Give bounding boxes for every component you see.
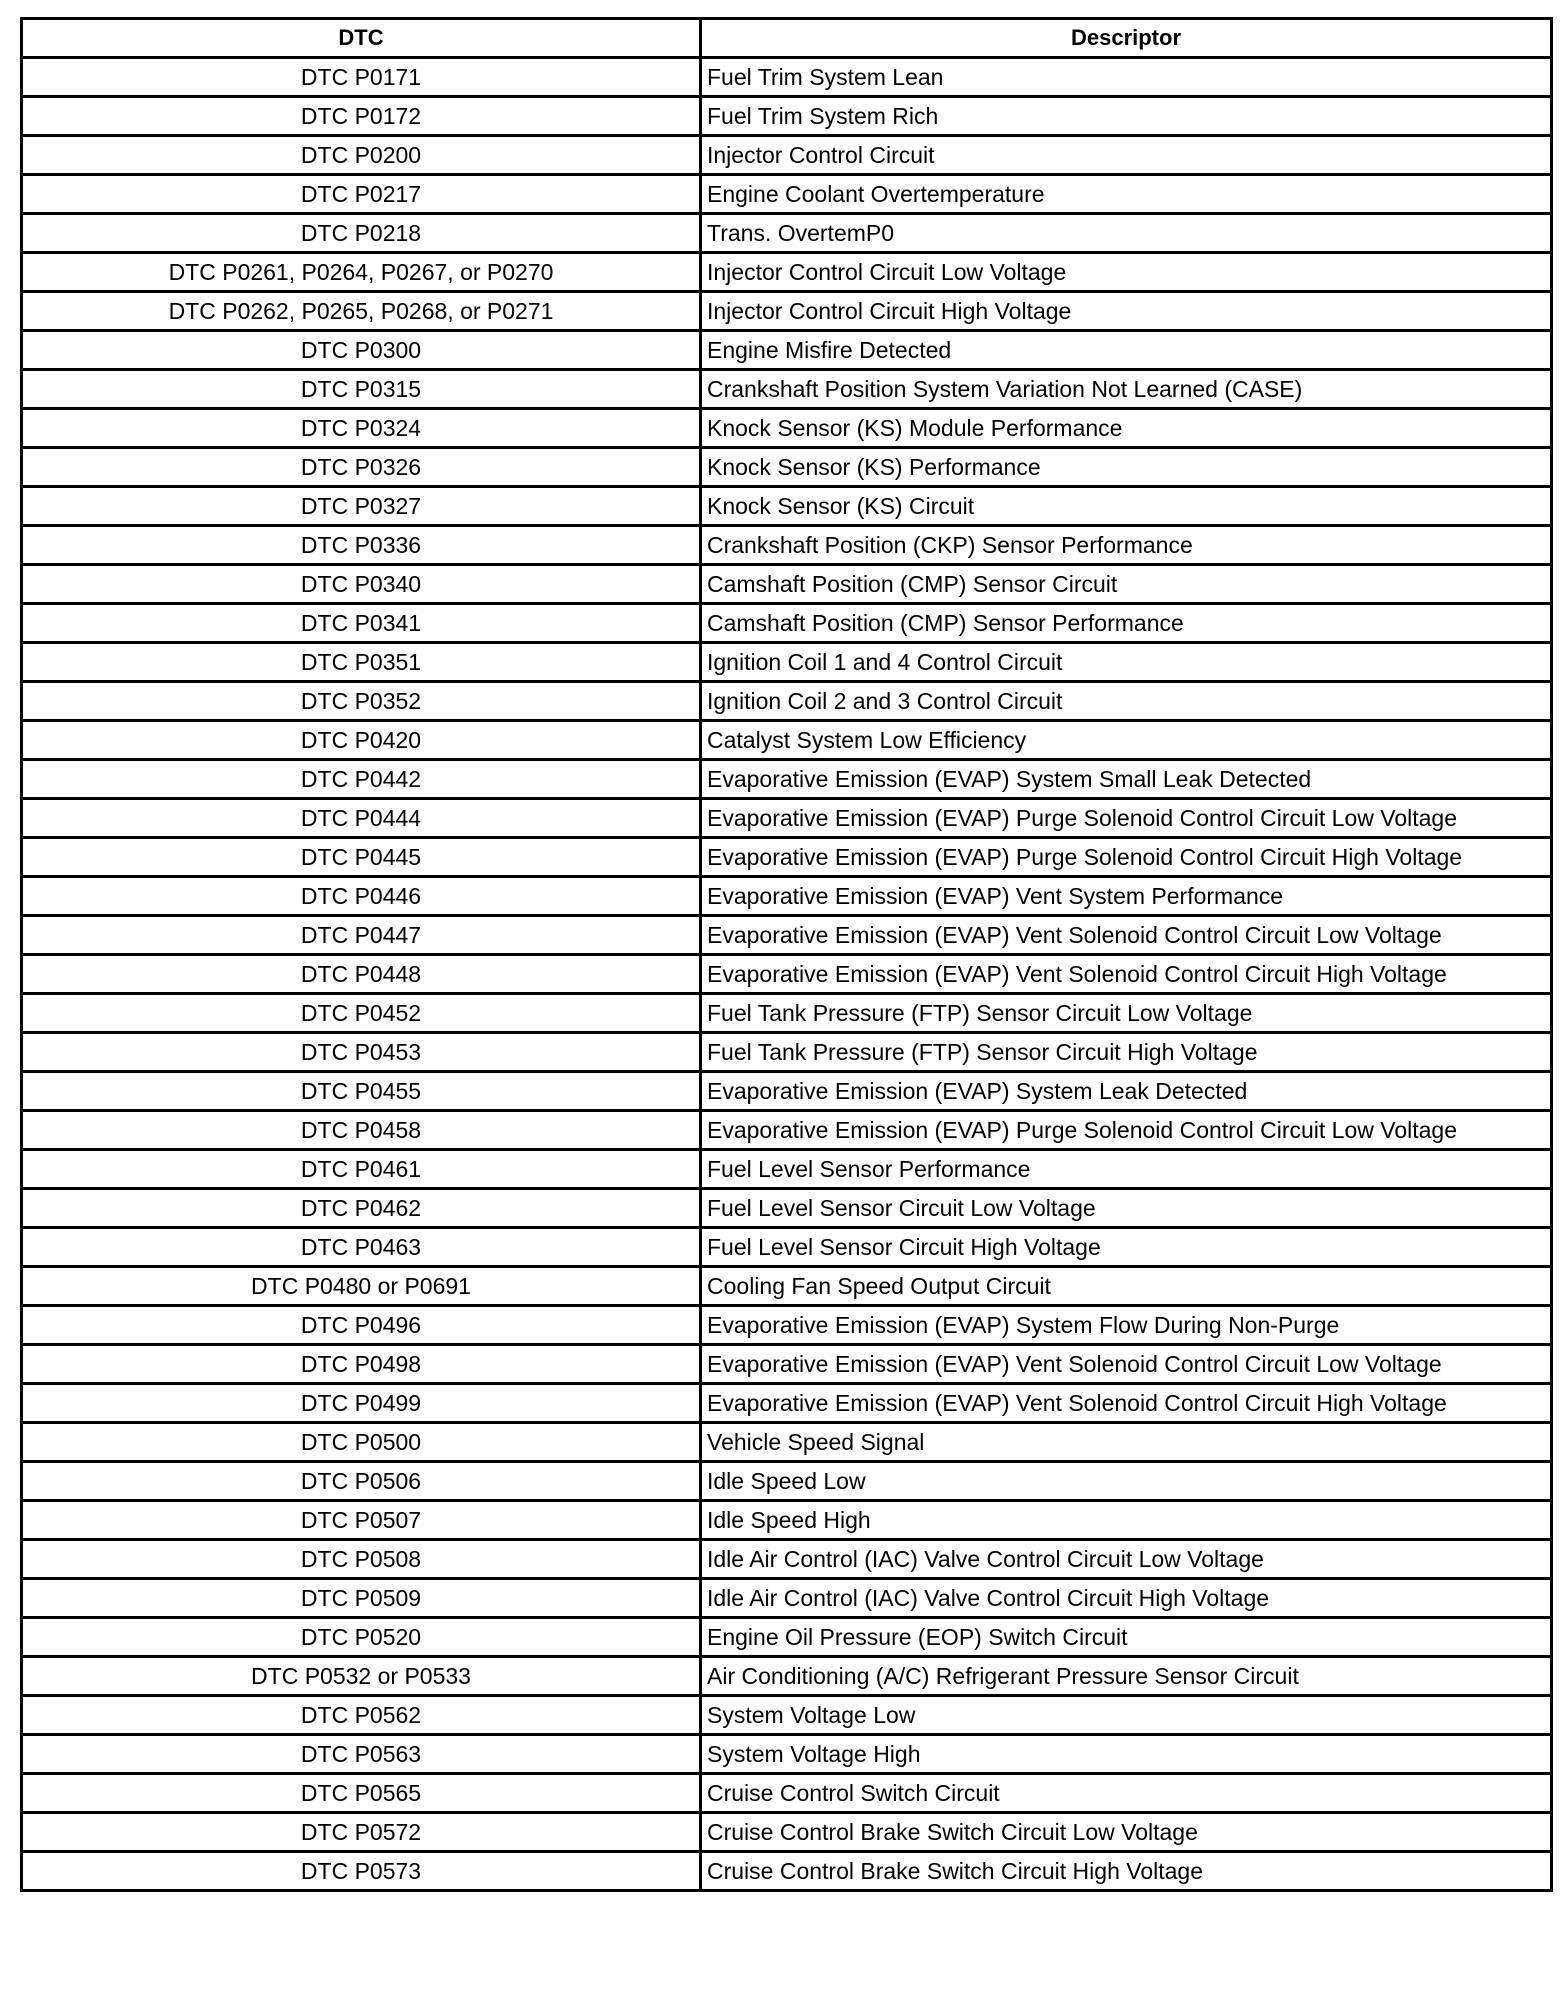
dtc-code-cell: DTC P0520 — [22, 1618, 701, 1657]
dtc-code-cell: DTC P0573 — [22, 1852, 701, 1891]
dtc-code-cell: DTC P0352 — [22, 682, 701, 721]
table-row — [22, 1735, 1552, 1774]
dtc-code-cell: DTC P0445 — [22, 838, 701, 877]
descriptor-cell: Evaporative Emission (EVAP) System Leak Detected — [701, 1072, 1552, 1111]
dtc-code-cell: DTC P0315 — [22, 370, 701, 409]
dtc-code-cell: DTC P0508 — [22, 1540, 701, 1579]
dtc-code-cell: DTC P0565 — [22, 1774, 701, 1813]
dtc-code-cell: DTC P0509 — [22, 1579, 701, 1618]
descriptor-cell: Engine Misfire Detected — [701, 331, 1552, 370]
table-row — [22, 1228, 1552, 1267]
dtc-code-cell: DTC P0463 — [22, 1228, 701, 1267]
table-row — [22, 526, 1552, 565]
table-row — [22, 682, 1552, 721]
table-row — [22, 1657, 1552, 1696]
descriptor-cell: Fuel Trim System Rich — [701, 97, 1552, 136]
descriptor-cell: Evaporative Emission (EVAP) Purge Solenoid Control Circuit Low Voltage — [701, 799, 1552, 838]
descriptor-cell: Catalyst System Low Efficiency — [701, 721, 1552, 760]
descriptor-cell: Knock Sensor (KS) Performance — [701, 448, 1552, 487]
table-row — [22, 1618, 1552, 1657]
descriptor-cell: Evaporative Emission (EVAP) Vent Solenoid Control Circuit High Voltage — [701, 955, 1552, 994]
table-row — [22, 253, 1552, 292]
dtc-code-cell: DTC P0327 — [22, 487, 701, 526]
dtc-code-cell: DTC P0420 — [22, 721, 701, 760]
descriptor-cell: Crankshaft Position (CKP) Sensor Performance — [701, 526, 1552, 565]
dtc-code-cell: DTC P0324 — [22, 409, 701, 448]
descriptor-cell: Cruise Control Brake Switch Circuit Low Voltage — [701, 1813, 1552, 1852]
table-row — [22, 1072, 1552, 1111]
dtc-code-cell: DTC P0262, P0265, P0268, or P0271 — [22, 292, 701, 331]
table-row — [22, 1033, 1552, 1072]
table-row — [22, 370, 1552, 409]
table-row — [22, 955, 1552, 994]
dtc-code-cell: DTC P0326 — [22, 448, 701, 487]
descriptor-cell: Engine Oil Pressure (EOP) Switch Circuit — [701, 1618, 1552, 1657]
dtc-code-cell: DTC P0442 — [22, 760, 701, 799]
table-row — [22, 292, 1552, 331]
table-header — [22, 19, 1552, 58]
table-row — [22, 799, 1552, 838]
descriptor-cell: Fuel Tank Pressure (FTP) Sensor Circuit High Voltage — [701, 1033, 1552, 1072]
dtc-code-cell: DTC P0500 — [22, 1423, 701, 1462]
dtc-code-cell: DTC P0461 — [22, 1150, 701, 1189]
table-row — [22, 1111, 1552, 1150]
table-row — [22, 604, 1552, 643]
dtc-table — [20, 17, 1553, 1892]
dtc-code-cell: DTC P0572 — [22, 1813, 701, 1852]
descriptor-cell: Evaporative Emission (EVAP) Vent Solenoid Control Circuit Low Voltage — [701, 1345, 1552, 1384]
dtc-code-cell: DTC P0563 — [22, 1735, 701, 1774]
dtc-code-cell: DTC P0444 — [22, 799, 701, 838]
table-row — [22, 643, 1552, 682]
table-row — [22, 1150, 1552, 1189]
table-row — [22, 1306, 1552, 1345]
dtc-code-cell: DTC P0453 — [22, 1033, 701, 1072]
header-dtc: DTC — [22, 19, 701, 58]
table-row — [22, 994, 1552, 1033]
table-row — [22, 760, 1552, 799]
descriptor-cell: Knock Sensor (KS) Module Performance — [701, 409, 1552, 448]
dtc-code-cell: DTC P0498 — [22, 1345, 701, 1384]
dtc-code-cell: DTC P0507 — [22, 1501, 701, 1540]
dtc-code-cell: DTC P0532 or P0533 — [22, 1657, 701, 1696]
table-row — [22, 214, 1552, 253]
descriptor-cell: Cruise Control Brake Switch Circuit High Voltage — [701, 1852, 1552, 1891]
table-row — [22, 58, 1552, 97]
descriptor-cell: Idle Speed High — [701, 1501, 1552, 1540]
table-row — [22, 565, 1552, 604]
dtc-code-cell: DTC P0452 — [22, 994, 701, 1033]
table-row — [22, 1384, 1552, 1423]
table-row — [22, 1540, 1552, 1579]
table-row — [22, 838, 1552, 877]
table-row — [22, 1267, 1552, 1306]
descriptor-cell: Cooling Fan Speed Output Circuit — [701, 1267, 1552, 1306]
descriptor-cell: Ignition Coil 1 and 4 Control Circuit — [701, 643, 1552, 682]
table-row — [22, 1774, 1552, 1813]
dtc-code-cell: DTC P0506 — [22, 1462, 701, 1501]
descriptor-cell: Knock Sensor (KS) Circuit — [701, 487, 1552, 526]
table-row — [22, 97, 1552, 136]
table-row — [22, 1852, 1552, 1891]
dtc-code-cell: DTC P0300 — [22, 331, 701, 370]
descriptor-cell: Idle Air Control (IAC) Valve Control Circuit Low Voltage — [701, 1540, 1552, 1579]
table-row — [22, 916, 1552, 955]
table-row — [22, 448, 1552, 487]
header-row — [22, 19, 1552, 58]
dtc-code-cell: DTC P0217 — [22, 175, 701, 214]
table-row — [22, 1189, 1552, 1228]
dtc-code-cell: DTC P0446 — [22, 877, 701, 916]
header-descriptor: Descriptor — [701, 19, 1552, 58]
table-row — [22, 409, 1552, 448]
dtc-code-cell: DTC P0341 — [22, 604, 701, 643]
table-body — [22, 58, 1552, 1891]
descriptor-cell: Evaporative Emission (EVAP) Vent Solenoid Control Circuit Low Voltage — [701, 916, 1552, 955]
table-row — [22, 1696, 1552, 1735]
descriptor-cell: Engine Coolant Overtemperature — [701, 175, 1552, 214]
descriptor-cell: System Voltage Low — [701, 1696, 1552, 1735]
dtc-code-cell: DTC P0462 — [22, 1189, 701, 1228]
descriptor-cell: Cruise Control Switch Circuit — [701, 1774, 1552, 1813]
descriptor-cell: Evaporative Emission (EVAP) System Small Leak Detected — [701, 760, 1552, 799]
descriptor-cell: System Voltage High — [701, 1735, 1552, 1774]
descriptor-cell: Vehicle Speed Signal — [701, 1423, 1552, 1462]
table-row — [22, 175, 1552, 214]
descriptor-cell: Fuel Tank Pressure (FTP) Sensor Circuit Low Voltage — [701, 994, 1552, 1033]
descriptor-cell: Fuel Level Sensor Circuit Low Voltage — [701, 1189, 1552, 1228]
table-row — [22, 1813, 1552, 1852]
descriptor-cell: Crankshaft Position System Variation Not Learned (CASE) — [701, 370, 1552, 409]
dtc-code-cell: DTC P0496 — [22, 1306, 701, 1345]
descriptor-cell: Injector Control Circuit — [701, 136, 1552, 175]
table-row — [22, 721, 1552, 760]
dtc-code-cell: DTC P0218 — [22, 214, 701, 253]
descriptor-cell: Camshaft Position (CMP) Sensor Circuit — [701, 565, 1552, 604]
dtc-code-cell: DTC P0171 — [22, 58, 701, 97]
table-row — [22, 1423, 1552, 1462]
table-row — [22, 487, 1552, 526]
descriptor-cell: Evaporative Emission (EVAP) Vent System Performance — [701, 877, 1552, 916]
dtc-code-cell: DTC P0455 — [22, 1072, 701, 1111]
dtc-code-cell: DTC P0261, P0264, P0267, or P0270 — [22, 253, 701, 292]
descriptor-cell: Camshaft Position (CMP) Sensor Performance — [701, 604, 1552, 643]
descriptor-cell: Evaporative Emission (EVAP) System Flow During Non-Purge — [701, 1306, 1552, 1345]
table-row — [22, 136, 1552, 175]
dtc-code-cell: DTC P0499 — [22, 1384, 701, 1423]
dtc-code-cell: DTC P0336 — [22, 526, 701, 565]
descriptor-cell: Fuel Level Sensor Performance — [701, 1150, 1552, 1189]
dtc-code-cell: DTC P0351 — [22, 643, 701, 682]
descriptor-cell: Idle Air Control (IAC) Valve Control Circuit High Voltage — [701, 1579, 1552, 1618]
dtc-code-cell: DTC P0480 or P0691 — [22, 1267, 701, 1306]
table-row — [22, 331, 1552, 370]
dtc-code-cell: DTC P0447 — [22, 916, 701, 955]
dtc-code-cell: DTC P0448 — [22, 955, 701, 994]
descriptor-cell: Evaporative Emission (EVAP) Vent Solenoid Control Circuit High Voltage — [701, 1384, 1552, 1423]
descriptor-cell: Injector Control Circuit High Voltage — [701, 292, 1552, 331]
dtc-code-cell: DTC P0562 — [22, 1696, 701, 1735]
table-row — [22, 877, 1552, 916]
table-row — [22, 1462, 1552, 1501]
dtc-code-cell: DTC P0340 — [22, 565, 701, 604]
descriptor-cell: Trans. OvertemP0 — [701, 214, 1552, 253]
descriptor-cell: Ignition Coil 2 and 3 Control Circuit — [701, 682, 1552, 721]
table-row — [22, 1579, 1552, 1618]
descriptor-cell: Fuel Level Sensor Circuit High Voltage — [701, 1228, 1552, 1267]
dtc-code-cell: DTC P0172 — [22, 97, 701, 136]
descriptor-cell: Idle Speed Low — [701, 1462, 1552, 1501]
descriptor-cell: Injector Control Circuit Low Voltage — [701, 253, 1552, 292]
table-row — [22, 1501, 1552, 1540]
dtc-code-cell: DTC P0458 — [22, 1111, 701, 1150]
descriptor-cell: Evaporative Emission (EVAP) Purge Solenoid Control Circuit Low Voltage — [701, 1111, 1552, 1150]
descriptor-cell: Evaporative Emission (EVAP) Purge Solenoid Control Circuit High Voltage — [701, 838, 1552, 877]
table-row — [22, 1345, 1552, 1384]
dtc-code-cell: DTC P0200 — [22, 136, 701, 175]
descriptor-cell: Air Conditioning (A/C) Refrigerant Pressure Sensor Circuit — [701, 1657, 1552, 1696]
descriptor-cell: Fuel Trim System Lean — [701, 58, 1552, 97]
